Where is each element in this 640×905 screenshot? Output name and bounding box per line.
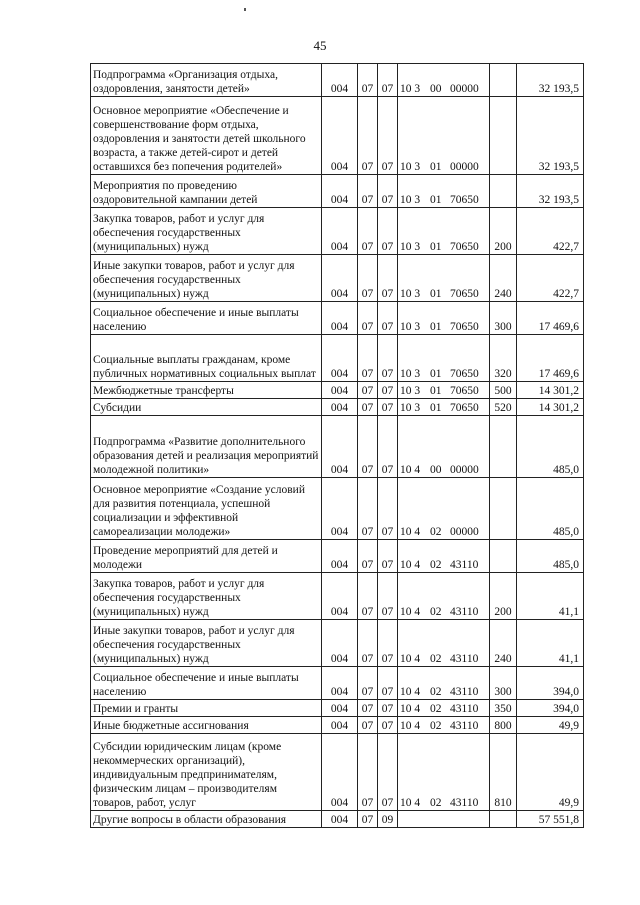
row-sum: 32 193,5	[517, 97, 584, 175]
row-gr: 004	[322, 208, 358, 255]
row-pr: 07	[378, 700, 398, 717]
target-article-part: 43110	[450, 559, 479, 571]
target-article-part: 10 3	[400, 241, 421, 253]
target-article-part: 10 3	[400, 402, 421, 414]
row-name: Социальное обеспечение и иные выплаты населению	[91, 302, 322, 335]
row-expense-type	[490, 97, 517, 175]
row-sum: 422,7	[517, 208, 584, 255]
row-rz: 07	[358, 478, 378, 540]
row-gr: 004	[322, 255, 358, 302]
row-target-article	[398, 734, 490, 811]
table-row	[91, 97, 584, 175]
target-article-part: 10 3	[400, 321, 421, 333]
row-pr: 07	[378, 97, 398, 175]
row-name: Другие вопросы в области образования	[91, 811, 322, 828]
row-target-article	[398, 416, 490, 478]
row-target-article	[398, 478, 490, 540]
row-target-article	[398, 573, 490, 620]
row-target-article	[398, 811, 490, 828]
row-name: Социальные выплаты гражданам, кроме публичных нормативных социальных выплат	[91, 335, 322, 382]
target-article-part: 10 3	[400, 83, 421, 95]
target-article-part: 43110	[450, 797, 479, 809]
table-row	[91, 540, 584, 573]
row-pr: 07	[378, 302, 398, 335]
scan-speck	[244, 8, 246, 11]
table-row	[91, 382, 584, 399]
target-article-part: 43110	[450, 703, 479, 715]
target-article-part: 10 4	[400, 559, 421, 571]
row-pr: 07	[378, 416, 398, 478]
target-article-part: 43110	[450, 720, 479, 732]
row-gr: 004	[322, 700, 358, 717]
row-target-article	[398, 620, 490, 667]
target-article-part: 10 4	[400, 703, 421, 715]
table-row	[91, 64, 584, 97]
row-gr: 004	[322, 734, 358, 811]
row-gr: 004	[322, 175, 358, 208]
row-rz: 07	[358, 811, 378, 828]
target-article-part: 10 4	[400, 720, 421, 732]
row-target-article	[398, 64, 490, 97]
target-article-part: 00000	[450, 83, 479, 95]
row-pr: 07	[378, 255, 398, 302]
table-row	[91, 811, 584, 828]
target-article-part: 43110	[450, 686, 479, 698]
row-expense-type: 200	[490, 208, 517, 255]
target-article-part: 70650	[450, 368, 479, 380]
table-row	[91, 667, 584, 700]
table-row	[91, 478, 584, 540]
row-pr: 07	[378, 717, 398, 734]
row-name: Межбюджетные трансферты	[91, 382, 322, 399]
target-article-part: 02	[430, 797, 442, 809]
row-rz: 07	[358, 399, 378, 416]
row-name: Закупка товаров, работ и услуг для обеспечения государственных (муниципальных) нужд	[91, 208, 322, 255]
row-gr: 004	[322, 416, 358, 478]
row-target-article	[398, 175, 490, 208]
row-sum: 49,9	[517, 734, 584, 811]
target-article-part: 01	[430, 368, 442, 380]
table-row	[91, 620, 584, 667]
row-name: Иные закупки товаров, работ и услуг для обеспечения государственных (муниципальных) нужд	[91, 620, 322, 667]
row-expense-type: 800	[490, 717, 517, 734]
row-target-article	[398, 717, 490, 734]
page-number: 45	[313, 38, 327, 53]
row-target-article	[398, 667, 490, 700]
row-gr: 004	[322, 335, 358, 382]
row-name: Подпрограмма «Развитие дополнительного образования детей и реализация мероприятий молодежной политики»	[91, 416, 322, 478]
target-article-part: 01	[430, 241, 442, 253]
row-sum: 485,0	[517, 416, 584, 478]
row-rz: 07	[358, 64, 378, 97]
row-expense-type	[490, 416, 517, 478]
row-gr: 004	[322, 620, 358, 667]
row-target-article	[398, 382, 490, 399]
row-pr: 07	[378, 175, 398, 208]
row-name: Иные закупки товаров, работ и услуг для обеспечения государственных (муниципальных) нужд	[91, 255, 322, 302]
row-gr: 004	[322, 97, 358, 175]
target-article-part: 10 3	[400, 368, 421, 380]
table-body	[91, 64, 584, 828]
target-article-part: 10 3	[400, 194, 421, 206]
row-pr: 07	[378, 478, 398, 540]
row-target-article	[398, 255, 490, 302]
target-article-part: 70650	[450, 321, 479, 333]
target-article-part: 10 4	[400, 606, 421, 618]
row-name: Мероприятия по проведению оздоровительной кампании детей	[91, 175, 322, 208]
target-article-part: 10 3	[400, 161, 421, 173]
target-article-part: 02	[430, 559, 442, 571]
target-article-part: 02	[430, 653, 442, 665]
row-name: Основное мероприятие «Создание условий для развития потенциала, успешной социализации и эффективной самореализации молодежи»	[91, 478, 322, 540]
row-pr: 07	[378, 399, 398, 416]
row-pr: 07	[378, 208, 398, 255]
target-article-part: 02	[430, 720, 442, 732]
row-sum: 394,0	[517, 667, 584, 700]
table-row	[91, 255, 584, 302]
target-article-part: 01	[430, 402, 442, 414]
row-name: Подпрограмма «Организация отдыха, оздоровления, занятости детей»	[91, 64, 322, 97]
row-gr: 004	[322, 811, 358, 828]
row-pr: 09	[378, 811, 398, 828]
target-article-part: 02	[430, 606, 442, 618]
row-sum: 14 301,2	[517, 399, 584, 416]
table-row	[91, 208, 584, 255]
target-article-part: 01	[430, 161, 442, 173]
row-expense-type	[490, 64, 517, 97]
budget-table	[90, 63, 584, 828]
target-article-part: 02	[430, 686, 442, 698]
row-sum: 485,0	[517, 478, 584, 540]
row-rz: 07	[358, 573, 378, 620]
row-sum: 485,0	[517, 540, 584, 573]
row-name: Премии и гранты	[91, 700, 322, 717]
row-expense-type: 320	[490, 335, 517, 382]
row-expense-type	[490, 540, 517, 573]
row-rz: 07	[358, 175, 378, 208]
row-sum: 49,9	[517, 717, 584, 734]
row-pr: 07	[378, 620, 398, 667]
row-sum: 57 551,8	[517, 811, 584, 828]
row-gr: 004	[322, 717, 358, 734]
row-rz: 07	[358, 335, 378, 382]
target-article-part: 70650	[450, 402, 479, 414]
row-rz: 07	[358, 700, 378, 717]
row-expense-type	[490, 811, 517, 828]
row-sum: 32 193,5	[517, 64, 584, 97]
row-sum: 422,7	[517, 255, 584, 302]
row-gr: 004	[322, 64, 358, 97]
row-expense-type: 810	[490, 734, 517, 811]
target-article-part: 01	[430, 288, 442, 300]
row-expense-type	[490, 175, 517, 208]
row-rz: 07	[358, 382, 378, 399]
target-article-part: 10 4	[400, 526, 421, 538]
target-article-part: 01	[430, 321, 442, 333]
row-pr: 07	[378, 667, 398, 700]
row-name: Иные бюджетные ассигнования	[91, 717, 322, 734]
row-pr: 07	[378, 540, 398, 573]
row-pr: 07	[378, 335, 398, 382]
target-article-part: 70650	[450, 385, 479, 397]
target-article-part: 00	[430, 83, 442, 95]
table-row	[91, 573, 584, 620]
row-gr: 004	[322, 399, 358, 416]
target-article-part: 10 4	[400, 653, 421, 665]
row-rz: 07	[358, 734, 378, 811]
target-article-part: 10 4	[400, 797, 421, 809]
row-expense-type: 240	[490, 620, 517, 667]
row-gr: 004	[322, 573, 358, 620]
table-row	[91, 175, 584, 208]
table-row	[91, 302, 584, 335]
row-gr: 004	[322, 540, 358, 573]
target-article-part: 00000	[450, 526, 479, 538]
row-name: Субсидии	[91, 399, 322, 416]
row-gr: 004	[322, 302, 358, 335]
row-rz: 07	[358, 255, 378, 302]
row-expense-type: 520	[490, 399, 517, 416]
table-row	[91, 700, 584, 717]
target-article-part: 10 4	[400, 686, 421, 698]
table-row	[91, 399, 584, 416]
row-target-article	[398, 700, 490, 717]
row-expense-type: 200	[490, 573, 517, 620]
row-expense-type: 300	[490, 302, 517, 335]
row-name: Субсидии юридическим лицам (кроме некоммерческих организаций), индивидуальным предпринимателям, физическим лицам – производителям товаров, работ, услуг	[91, 734, 322, 811]
row-expense-type: 240	[490, 255, 517, 302]
row-target-article	[398, 97, 490, 175]
row-rz: 07	[358, 717, 378, 734]
row-expense-type: 500	[490, 382, 517, 399]
row-sum: 17 469,6	[517, 302, 584, 335]
target-article-part: 01	[430, 385, 442, 397]
row-gr: 004	[322, 667, 358, 700]
target-article-part: 70650	[450, 288, 479, 300]
target-article-part: 70650	[450, 194, 479, 206]
row-pr: 07	[378, 573, 398, 620]
target-article-part: 00000	[450, 161, 479, 173]
target-article-part: 00	[430, 464, 442, 476]
table-row	[91, 416, 584, 478]
target-article-part: 02	[430, 526, 442, 538]
row-rz: 07	[358, 540, 378, 573]
row-sum: 41,1	[517, 620, 584, 667]
row-rz: 07	[358, 416, 378, 478]
row-rz: 07	[358, 97, 378, 175]
row-target-article	[398, 335, 490, 382]
row-pr: 07	[378, 734, 398, 811]
target-article-part: 10 3	[400, 288, 421, 300]
row-rz: 07	[358, 667, 378, 700]
row-target-article	[398, 399, 490, 416]
row-name: Социальное обеспечение и иные выплаты населению	[91, 667, 322, 700]
row-target-article	[398, 208, 490, 255]
row-rz: 07	[358, 302, 378, 335]
row-gr: 004	[322, 382, 358, 399]
row-expense-type	[490, 478, 517, 540]
target-article-part: 00000	[450, 464, 479, 476]
target-article-part: 10 4	[400, 464, 421, 476]
row-name: Закупка товаров, работ и услуг для обеспечения государственных (муниципальных) нужд	[91, 573, 322, 620]
row-sum: 17 469,6	[517, 335, 584, 382]
row-sum: 41,1	[517, 573, 584, 620]
target-article-part: 10 3	[400, 385, 421, 397]
table-row	[91, 717, 584, 734]
row-rz: 07	[358, 620, 378, 667]
row-gr: 004	[322, 478, 358, 540]
row-target-article	[398, 302, 490, 335]
row-target-article	[398, 540, 490, 573]
target-article-part: 43110	[450, 653, 479, 665]
row-name: Проведение мероприятий для детей и молодежи	[91, 540, 322, 573]
row-rz: 07	[358, 208, 378, 255]
row-sum: 394,0	[517, 700, 584, 717]
table-row	[91, 335, 584, 382]
target-article-part: 43110	[450, 606, 479, 618]
target-article-part: 70650	[450, 241, 479, 253]
row-expense-type: 350	[490, 700, 517, 717]
row-pr: 07	[378, 64, 398, 97]
row-name: Основное мероприятие «Обеспечение и совершенствование форм отдыха, оздоровления и занятости детей школьного возраста, а также детей-сирот и детей оставшихся без попечения родителей»	[91, 97, 322, 175]
row-pr: 07	[378, 382, 398, 399]
target-article-part: 02	[430, 703, 442, 715]
target-article-part: 01	[430, 194, 442, 206]
row-expense-type: 300	[490, 667, 517, 700]
row-sum: 32 193,5	[517, 175, 584, 208]
row-sum: 14 301,2	[517, 382, 584, 399]
table-row	[91, 734, 584, 811]
